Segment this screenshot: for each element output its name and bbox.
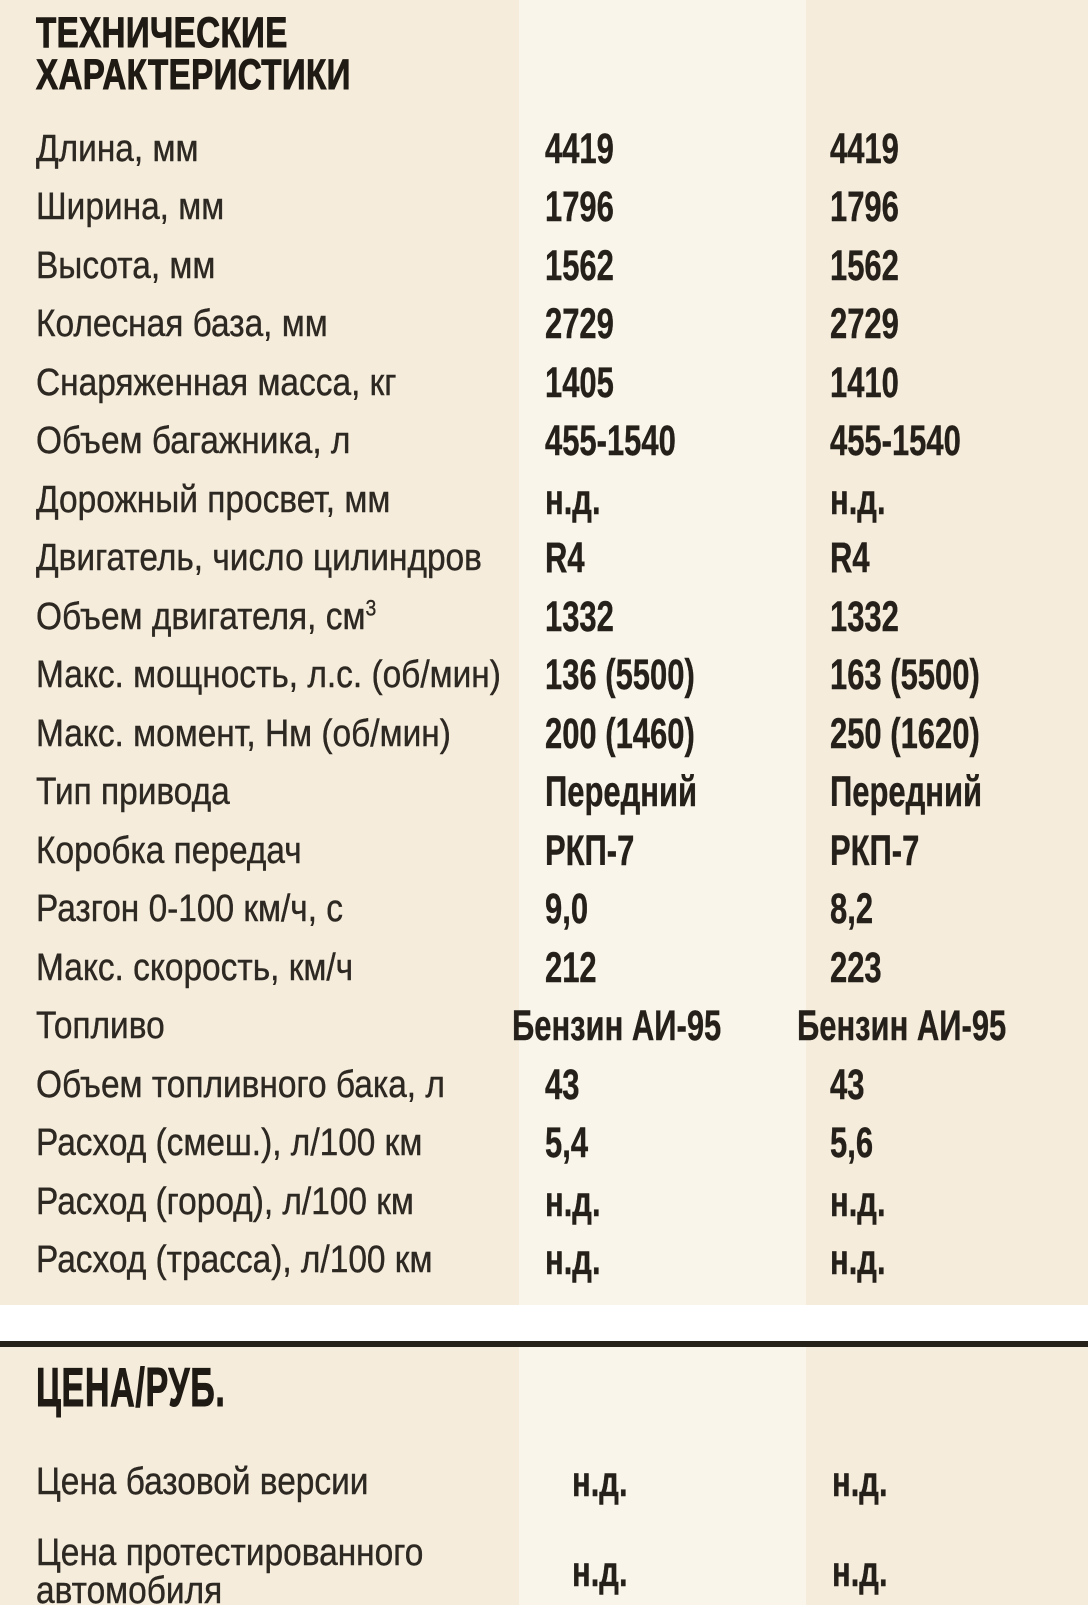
row-value-1: 43 [545,1060,580,1109]
table-row [0,939,1088,998]
row-value-2: н.д. [830,1236,886,1285]
row-label: Снаряженная масса, кг [36,361,397,404]
row-value-2: 5,6 [830,1119,874,1168]
row-value-1: 5,4 [545,1119,589,1168]
row-value-2: 163 (5500) [830,651,980,700]
row-value-1: н.д. [545,475,601,524]
table-row [0,881,1088,940]
row-value-1: 1405 [545,358,614,407]
row-value-1: 136 (5500) [545,651,695,700]
table-row [0,1532,1088,1612]
row-label: Расход (город), л/100 км [36,1180,414,1223]
row-label: Коробка передач [36,829,302,872]
row-label: Макс. скорость, км/ч [36,946,354,989]
row-value-1: 212 [545,943,597,992]
table-row [0,296,1088,355]
row-value-2: 250 (1620) [830,709,980,758]
row-value-2: РКП-7 [830,826,920,875]
section-gap [0,1305,1088,1341]
row-value-1: 2729 [545,300,614,349]
row-label: Дорожный просвет, мм [36,478,391,521]
row-value-2: 455-1540 [830,417,961,466]
table-row [0,705,1088,764]
table-row [0,1115,1088,1174]
table-row [0,998,1088,1057]
table-row [0,1056,1088,1115]
row-value-1: 1562 [545,241,614,290]
row-value-2: 223 [830,943,882,992]
row-label: Расход (трасса), л/100 км [36,1239,433,1282]
table-row [0,530,1088,589]
row-value-1: н.д. [545,1177,601,1226]
row-value-2: R4 [830,534,870,583]
row-label: Ширина, мм [36,186,225,229]
spec-rows [0,120,1088,1290]
price-rows [0,1432,1088,1612]
table-row [0,822,1088,881]
table-row [0,647,1088,706]
row-value-1: R4 [545,534,585,583]
section-title: ТЕХНИЧЕСКИЕ ХАРАКТЕРИСТИКИ [36,9,351,99]
row-value-2: Передний [830,768,983,817]
row-value-2: Бензин АИ-95 [797,1002,1007,1051]
table-row [0,764,1088,823]
row-value-2: 8,2 [830,885,874,934]
row-value-1: н.д. [572,1457,628,1506]
row-value-1: Бензин АИ-95 [512,1002,722,1051]
row-value-1: 455-1540 [545,417,676,466]
table-row [0,1232,1088,1291]
row-value-1: РКП-7 [545,826,635,875]
row-label: Топливо [36,1005,165,1048]
row-value-2: н.д. [832,1457,888,1506]
row-value-1: н.д. [545,1236,601,1285]
row-value-2: 43 [830,1060,865,1109]
table-row [0,237,1088,296]
section-title: ЦЕНА/РУБ. [36,1356,226,1418]
row-value-1: 1796 [545,183,614,232]
row-value-1: 9,0 [545,885,589,934]
row-value-2: н.д. [830,475,886,524]
table-row [0,120,1088,179]
row-value-2: 1332 [830,592,899,641]
row-label: Цена базовой версии [36,1461,369,1503]
row-value-1: 200 (1460) [545,709,695,758]
row-value-2: 1410 [830,358,899,407]
section-price [0,1347,1088,1612]
row-label: Объем багажника, л [36,420,351,463]
row-label: Колесная база, мм [36,303,328,346]
row-value-2: н.д. [830,1177,886,1226]
row-label: Объем топливного бака, л [36,1063,445,1106]
table-row [0,1432,1088,1532]
row-label: Макс. момент, Нм (об/мин) [36,712,451,755]
row-value-2: 1562 [830,241,899,290]
row-label: Длина, мм [36,127,199,170]
row-value-1: 4419 [545,124,614,173]
row-value-1: Передний [545,768,698,817]
row-label: Объем двигателя, $см^3$ [36,595,377,638]
row-label: Цена протестированного автомобиля [36,1532,424,1612]
row-value-1: н.д. [572,1547,628,1596]
row-label: Двигатель, число цилиндров [36,537,482,580]
table-row [0,1173,1088,1232]
table-row [0,179,1088,238]
row-value-2: 4419 [830,124,899,173]
row-label: Макс. мощность, л.с. (об/мин) [36,654,501,697]
row-label: Тип привода [36,771,230,814]
row-value-1: 1332 [545,592,614,641]
row-label: Высота, мм [36,244,216,287]
row-value-2: 2729 [830,300,899,349]
table-row [0,354,1088,413]
table-row [0,471,1088,530]
table-row [0,413,1088,472]
row-label: Расход (смеш.), л/100 км [36,1122,423,1165]
table-row [0,588,1088,647]
row-value-2: н.д. [832,1547,888,1596]
row-label: Разгон 0-100 км/ч, с [36,888,344,931]
row-value-2: 1796 [830,183,899,232]
